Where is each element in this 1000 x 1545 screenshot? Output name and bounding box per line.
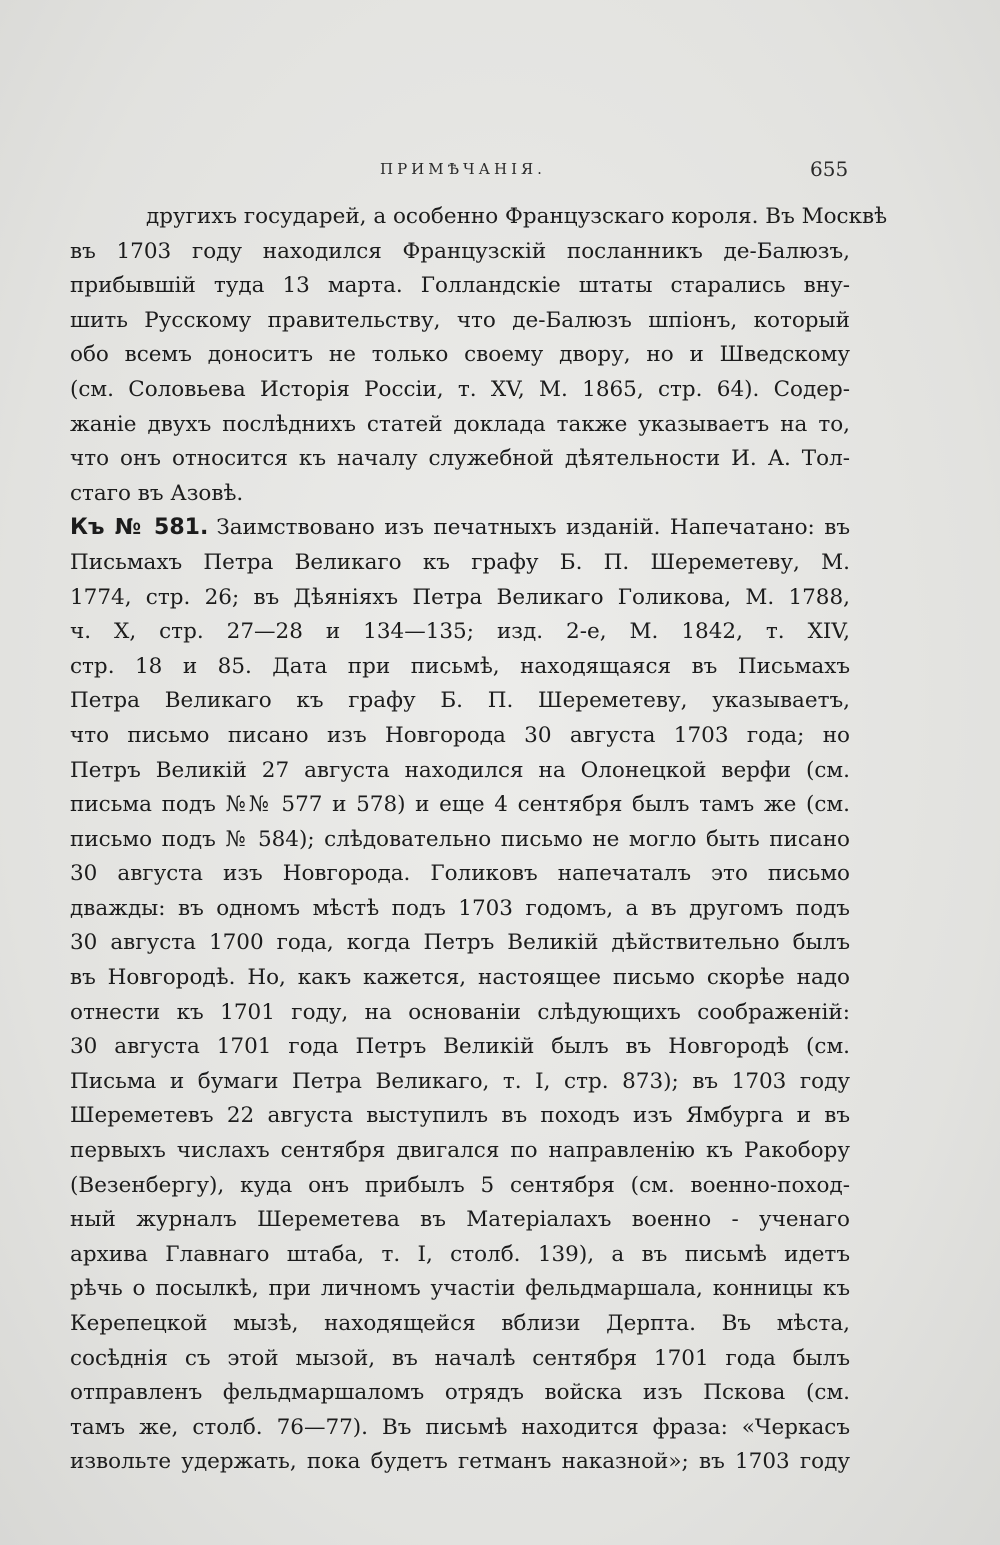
text-line: ч. X, стр. 27—28 и 134—135; изд. 2-е, М. 1842, т. XIV, (70, 619, 850, 645)
text-line: Письмахъ Петра Великаго къ графу Б. П. Шереметеву, М. (70, 549, 850, 575)
text-line: отправленъ фельдмаршаломъ отрядъ войска изъ Пскова (см. (70, 1380, 850, 1406)
text-line: архива Главнаго штаба, т. I, столб. 139), а въ письмѣ идетъ (70, 1241, 850, 1267)
body-text (70, 200, 888, 1480)
text-line: (см. Соловьева Исторія Россіи, т. XV, М. 1865, стр. 64). Содер- (70, 376, 850, 402)
text-line: Шереметевъ 22 августа выступилъ въ походъ изъ Ямбурга и въ (70, 1103, 850, 1129)
text-line: 30 августа изъ Новгорода. Голиковъ напечаталъ это письмо (70, 861, 850, 887)
text-line: стр. 18 и 85. Дата при письмѣ, находящаяся въ Письмахъ (70, 653, 850, 679)
text-line: въ 1703 году находился Французскій посланникъ де-Балюзъ, (70, 238, 850, 264)
text-line: 30 августа 1701 года Петръ Великій былъ въ Новгородѣ (см. (70, 1034, 850, 1060)
text-line: тамъ же, столб. 76—77). Въ письмѣ находится фраза: «Черкасъ (70, 1414, 850, 1440)
text-line: жаніе двухъ послѣднихъ статей доклада также указываетъ на то, (70, 411, 850, 437)
text-line: что онъ относится къ началу служебной дѣятельности И. А. Тол- (70, 446, 850, 472)
text-line: дважды: въ одномъ мѣстѣ подъ 1703 годомъ, а въ другомъ подъ (70, 895, 850, 921)
text-line: стаго въ Азовѣ. (70, 480, 244, 506)
page-number: 655 (810, 157, 849, 181)
text-line: Письма и бумаги Петра Великаго, т. I, стр. 873); въ 1703 году (70, 1068, 850, 1094)
text-line: письма подъ №№ 577 и 578) и еще 4 сентября былъ тамъ же (см. (70, 792, 850, 818)
text-line: въ Новгородѣ. Но, какъ кажется, настоящее письмо скорѣе надо (70, 965, 850, 991)
running-head: ПРИМѢЧАНІЯ. (380, 160, 546, 178)
text-line: Керепецкой мызѣ, находящейся вблизи Дерпта. Въ мѣста, (70, 1311, 850, 1336)
text-line: что письмо писано изъ Новгорода 30 августа 1703 года; но (70, 722, 850, 748)
text-line: сосѣднія съ этой мызой, въ началѣ сентября 1701 года былъ (70, 1345, 850, 1371)
entry-first-line (70, 511, 850, 546)
text-line: Петра Великаго къ графу Б. П. Шереметеву, указываетъ, (70, 688, 850, 714)
text-line: отнести къ 1701 году, на основаніи слѣдующихъ соображеній: (70, 999, 850, 1025)
text-line: другихъ государей, а особенно Французскаго короля. Въ Москвѣ (146, 204, 888, 229)
text-line: рѣчь о посылкѣ, при личномъ участіи фельдмаршала, конницы къ (70, 1276, 850, 1302)
text-line: извольте удержать, пока будетъ гетманъ наказной»; въ 1703 году (70, 1449, 850, 1475)
text-line: письмо подъ № 584); слѣдовательно письмо не могло быть писано (70, 826, 850, 852)
text-line: 30 августа 1700 года, когда Петръ Великій дѣйствительно былъ (70, 930, 850, 956)
paragraph-continuation (70, 200, 888, 511)
text-line: (Везенбергу), куда онъ прибылъ 5 сентября (см. военно-поход- (70, 1172, 850, 1198)
text-line: прибывшій туда 13 марта. Голландскіе штаты старались вну- (70, 273, 850, 299)
entry-first-line-text: Заимствовано изъ печатныхъ изданій. Напечатано: въ (216, 515, 850, 541)
text-line: 1774, стр. 26; въ Дѣяніяхъ Петра Великаго Голикова, М. 1788, (70, 584, 850, 610)
entry-label: Къ № 581. (70, 515, 209, 541)
paragraph-entry-581 (70, 511, 850, 1480)
text-line: первыхъ числахъ сентября двигался по направленію къ Ракобору (70, 1138, 850, 1164)
text-line: ный журналъ Шереметева въ Матеріалахъ военно - ученаго (70, 1207, 850, 1233)
text-line: обо всемъ доноситъ не только своему двору, но и Шведскому (70, 342, 850, 368)
text-line: шить Русскому правительству, что де-Балюзъ шпіонъ, который (70, 307, 850, 333)
text-line: Петръ Великій 27 августа находился на Олонецкой верфи (см. (70, 757, 850, 783)
